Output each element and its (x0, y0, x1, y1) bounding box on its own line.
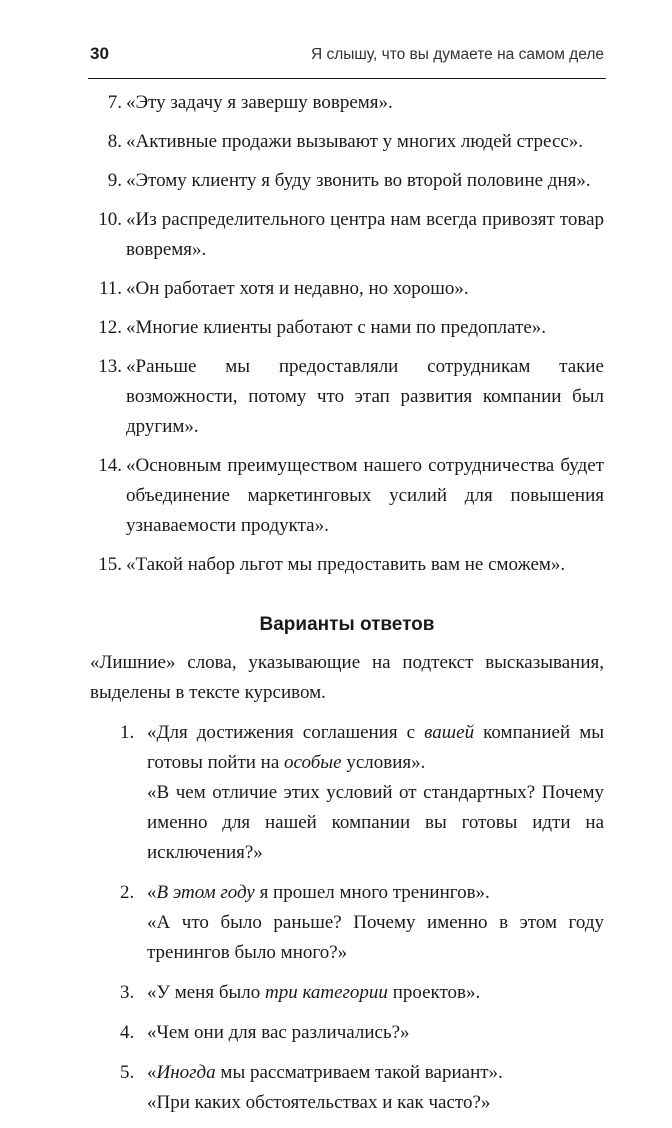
running-title: Я слышу, что вы думаете на самом деле (310, 46, 604, 63)
item-number: 10. (98, 209, 122, 230)
statement: «Чем они для вас различались?» (147, 1022, 410, 1043)
page-body (90, 88, 604, 1128)
statement-text: компанией мы готовы пойти на (147, 722, 604, 773)
reply: «А что было раньше? Почему именно в этом году тренингов было много?» (147, 912, 604, 963)
statement-text: условия». (341, 752, 426, 773)
statement-text: « (147, 1062, 157, 1083)
reply: «В чем отличие этих условий от стандартных? Почему именно для нашей компании вы готовы идти на исключения?» (147, 782, 604, 863)
statement (147, 1058, 604, 1088)
page-number: 30 (90, 44, 109, 63)
list-item (90, 205, 604, 265)
item-number: 7. (107, 92, 122, 113)
statement (147, 718, 604, 778)
italic-word: вашей (424, 722, 475, 743)
statement (147, 878, 604, 908)
statement-text: «Для достижения соглашения с (147, 722, 425, 743)
page-header (90, 44, 604, 64)
list-item (90, 1018, 604, 1048)
answer-body (147, 878, 604, 968)
question-list (90, 88, 604, 580)
list-item (90, 451, 604, 541)
item-text: «Из распределительного центра нам всегда привозят товар вовремя». (126, 209, 604, 260)
italic-word: В этом году (156, 882, 255, 903)
item-number: 14. (98, 455, 122, 476)
item-text: «Основным преимуществом нашего сотрудничества будет объединение маркетинговых усилий для повышения узнаваемости продукта». (126, 455, 604, 536)
item-text: «Такой набор льгот мы предоставить вам не сможем». (126, 554, 566, 575)
item-number: 13. (98, 356, 122, 377)
item-text: «Активные продажи вызывают у многих людей стресс». (126, 131, 584, 152)
item-text: «Эту задачу я завершу вовремя». (126, 92, 393, 113)
item-number: 11. (98, 278, 122, 299)
item-number: 5. (120, 1062, 135, 1083)
item-text: «Многие клиенты работают с нами по предоплате». (126, 317, 547, 338)
item-number: 3. (120, 982, 135, 1003)
list-item (90, 1058, 604, 1118)
reply: «При каких обстоятельствах и как часто?» (147, 1092, 491, 1113)
item-number: 15. (98, 554, 122, 575)
statement-text: «У меня было (147, 982, 265, 1003)
list-item (90, 352, 604, 442)
statement-text: « (147, 882, 157, 903)
list-item (90, 274, 604, 304)
item-number: 8. (107, 131, 122, 152)
item-number: 4. (120, 1022, 135, 1043)
statement-text: я прошел много тренингов». (254, 882, 490, 903)
statement-text: мы рассматриваем такой вариант». (215, 1062, 503, 1083)
item-text: «Этому клиенту я буду звонить во второй половине дня». (126, 170, 591, 191)
italic-word: Иногда (156, 1062, 216, 1083)
list-item (90, 718, 604, 868)
italic-word: особые (284, 752, 342, 773)
answer-body (147, 1058, 604, 1118)
italic-word: три категории (264, 982, 388, 1003)
answer-body (147, 978, 604, 1008)
answer-body (147, 718, 604, 868)
item-number: 12. (98, 317, 122, 338)
statement (147, 978, 604, 1008)
list-item (90, 978, 604, 1008)
item-number: 9. (107, 170, 122, 191)
answer-body (147, 1018, 604, 1048)
list-item (90, 127, 604, 157)
section-intro: «Лишние» слова, указывающие на подтекст высказывания, выделены в тексте курсивом. (90, 652, 604, 703)
list-item (90, 550, 604, 580)
statement-text: проектов». (387, 982, 481, 1003)
answer-list (90, 718, 604, 1118)
item-text: «Раньше мы предоставляли сотрудникам такие возможности, потому что этап развития компании был другим». (126, 356, 604, 437)
item-text: «Он работает хотя и недавно, но хорошо». (126, 278, 469, 299)
item-number: 2. (120, 882, 135, 903)
list-item (90, 88, 604, 118)
item-number: 1. (120, 722, 135, 743)
list-item (90, 313, 604, 343)
section-heading: Варианты ответов (259, 614, 435, 635)
list-item (90, 878, 604, 968)
header-rule (88, 78, 606, 79)
list-item (90, 166, 604, 196)
